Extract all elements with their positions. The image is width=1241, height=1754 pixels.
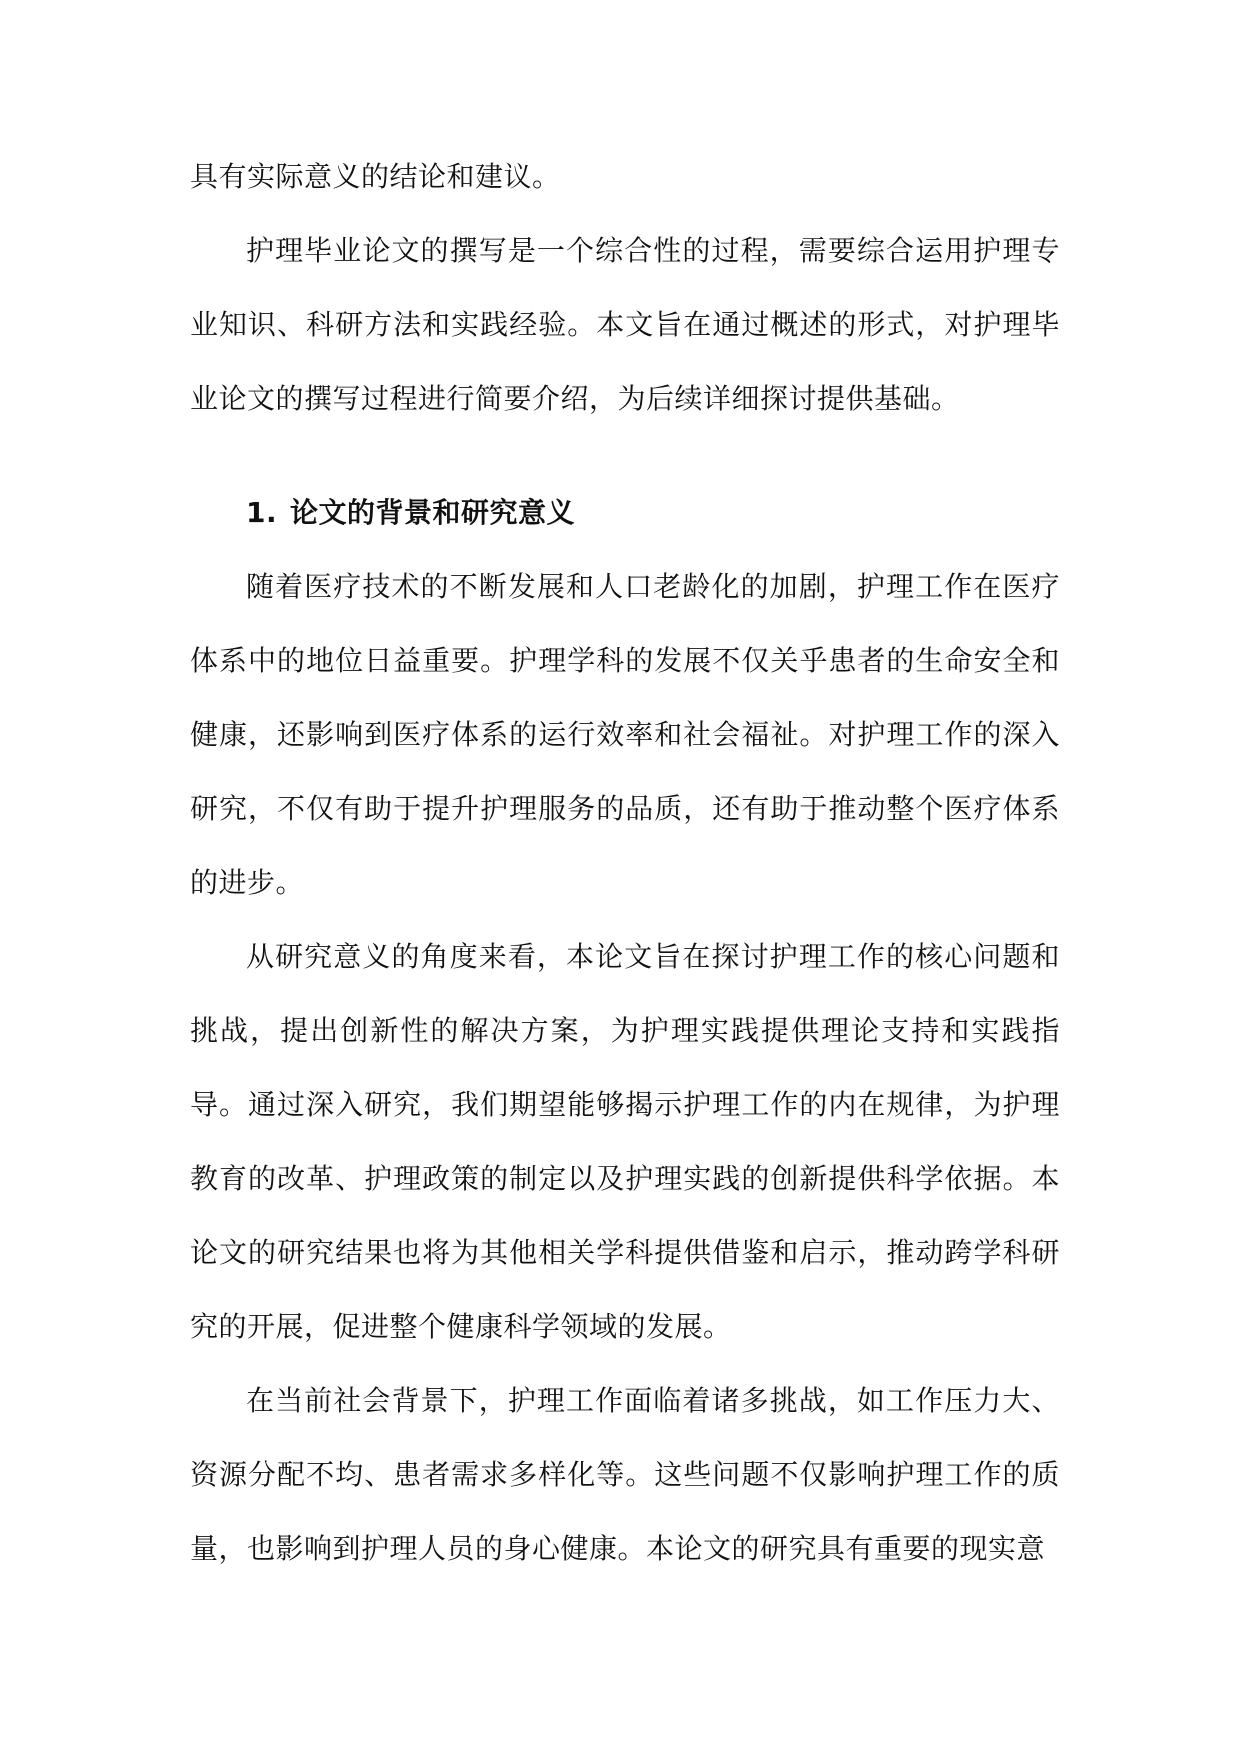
section-number: 1. <box>246 496 278 529</box>
paragraph-challenges: 在当前社会背景下，护理工作面临着诸多挑战，如工作压力大、资源分配不均、患者需求多样化等。这些问题不仅影响护理工作的质量，也影响到护理人员的身心健康。本论文的研究具有重要的现实意 <box>190 1384 1060 1565</box>
paragraph-overview: 护理毕业论文的撰写是一个综合性的过程，需要综合运用护理专业知识、科研方法和实践经验。本文旨在通过概述的形式，对护理毕业论文的撰写过程进行简要介绍，为后续详细探讨提供基础。 <box>190 234 1060 415</box>
document-body <box>190 140 1060 1586</box>
paragraph-background: 随着医疗技术的不断发展和人口老龄化的加剧，护理工作在医疗体系中的地位日益重要。护理学科的发展不仅关乎患者的生命安全和健康，还影响到医疗体系的运行效率和社会福祉。对护理工作的深入研究，不仅有助于提升护理服务的品质，还有助于推动整个医疗体系的进步。 <box>190 570 1060 899</box>
section-heading <box>190 436 1060 550</box>
paragraph-significance: 从研究意义的角度来看，本论文旨在探讨护理工作的核心问题和挑战，提出创新性的解决方案，为护理实践提供理论支持和实践指导。通过深入研究，我们期望能够揭示护理工作的内在规律，为护理教育的改革、护理政策的制定以及护理实践的创新提供科学依据。本论文的研究结果也将为其他相关学科提供借鉴和启示，推动跨学科研究的开展，促进整个健康科学领域的发展。 <box>190 940 1060 1343</box>
section-title: 论文的背景和研究意义 <box>290 496 576 529</box>
paragraph-continuation: 具有实际意义的结论和建议。 <box>190 160 561 193</box>
